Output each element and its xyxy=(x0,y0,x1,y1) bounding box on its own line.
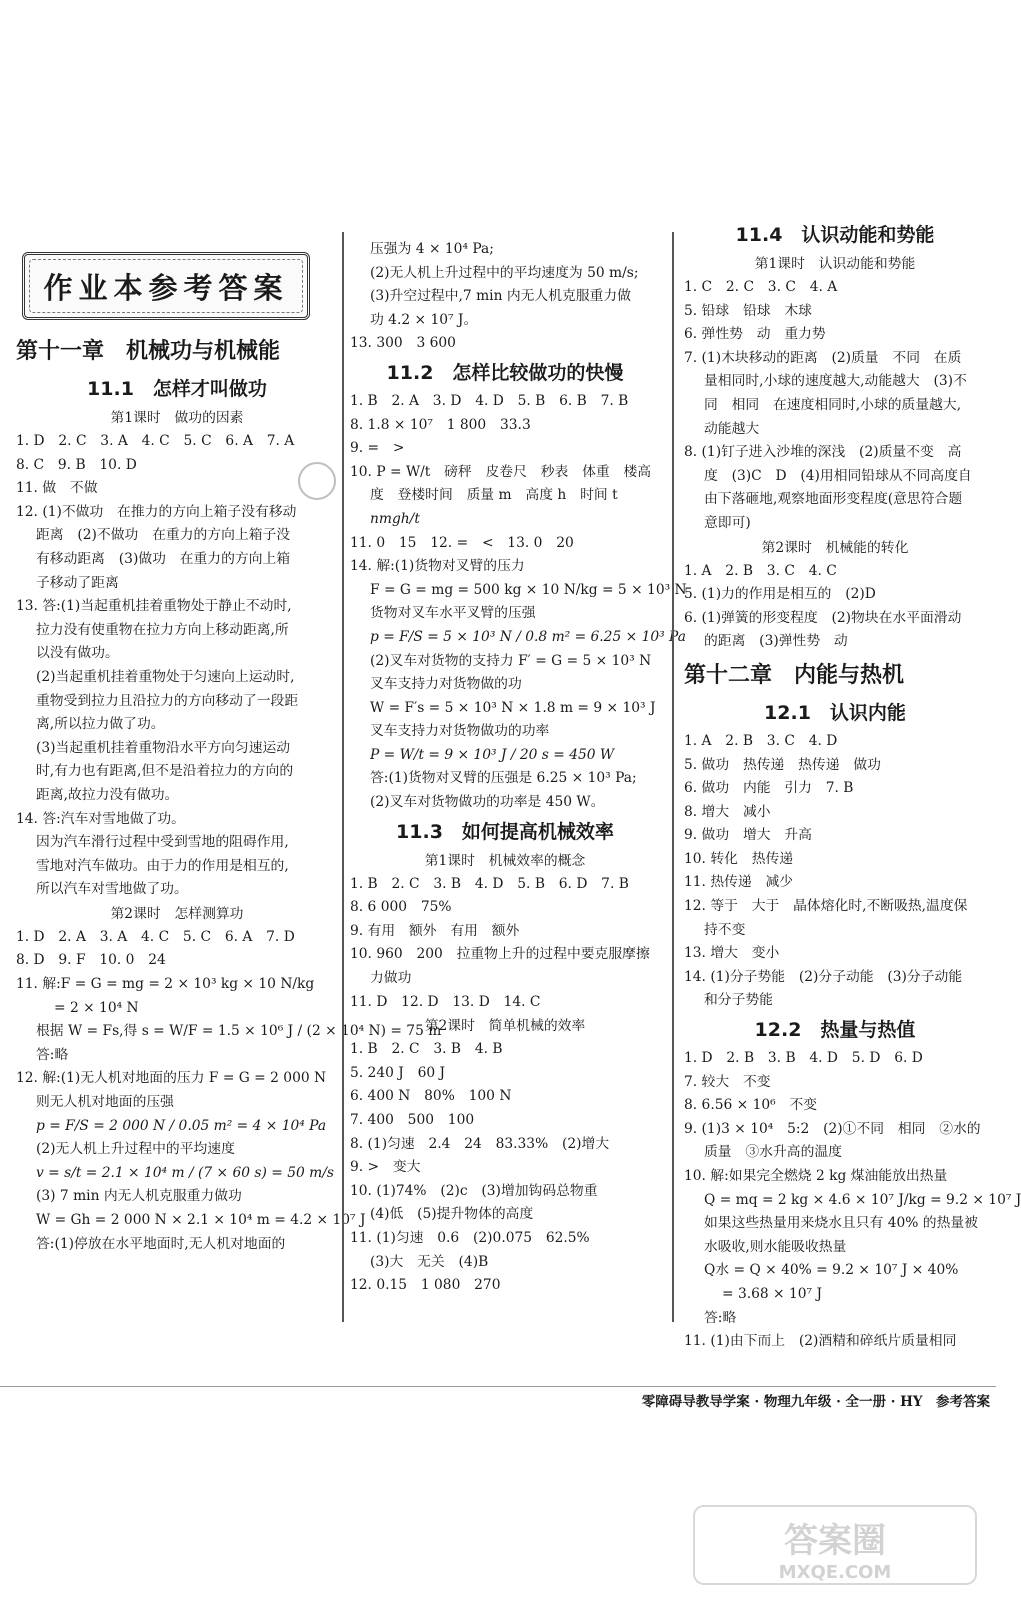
answer-line: W = F′s = 5 × 10³ N × 1.8 m = 9 × 10³ J xyxy=(370,699,656,716)
answer-line: 8. 1.8 × 10⁷ 1 800 33.3 xyxy=(350,416,531,433)
answer-line: 10. (1)74% (2)c (3)增加钩码总物重 xyxy=(350,1182,598,1199)
answer-line: 力做功 xyxy=(370,970,412,987)
answer-line: 因为汽车滑行过程中受到雪地的阻碍作用, xyxy=(36,834,289,851)
answer-line: F = G = mg = 500 kg × 10 N/kg = 5 × 10³ N xyxy=(370,581,687,598)
answer-line: (4)低 (5)提升物体的高度 xyxy=(370,1206,534,1223)
answer-line: 距离,故拉力没有做功。 xyxy=(36,786,179,803)
answer-line: 1. B 2. C 3. B 4. D 5. B 6. D 7. B xyxy=(350,875,629,892)
answer-line: 和分子势能 xyxy=(704,992,773,1009)
answer-line: 雪地对汽车做功。由于力的作用是相互的, xyxy=(36,857,289,874)
lesson-heading: 第1课时 机械效率的概念 xyxy=(424,852,586,869)
lesson-heading: 第2课时 简单机械的效率 xyxy=(424,1018,586,1035)
answer-line: (3) 7 min 内无人机克服重力做功 xyxy=(36,1188,242,1205)
answer-line: 答:(1)货物对叉臂的压强是 6.25 × 10³ Pa; xyxy=(370,770,637,787)
answer-line: 货物对叉车水平叉臂的压强 xyxy=(370,605,536,622)
answer-line: 6. 做功 内能 引力 7. B xyxy=(684,780,854,797)
answer-line: 12. 等于 大于 晶体熔化时,不断吸热,温度保 xyxy=(684,898,968,915)
column-divider xyxy=(342,232,344,1322)
watermark-logo xyxy=(690,1500,980,1590)
section-heading: 12.1 认识内能 xyxy=(764,701,906,724)
answer-banner-title: 作业本参考答案 xyxy=(22,252,310,320)
answer-line: 同 相同 在速度相同时,小球的质量越大, xyxy=(704,396,962,413)
answer-line: 功 4.2 × 10⁷ J。 xyxy=(370,311,478,328)
answer-line: (2)无人机上升过程中的平均速度为 50 m/s; xyxy=(370,264,639,281)
answer-line: 持不变 xyxy=(704,921,746,938)
answer-line: 5. 做功 热传递 热传递 做功 xyxy=(684,756,881,773)
answer-line: (3)大 无关 (4)B xyxy=(370,1253,489,1270)
answer-line: = 3.68 × 10⁷ J xyxy=(722,1285,823,1302)
section-heading: 11.4 认识动能和势能 xyxy=(735,224,935,246)
section-heading: 12.2 热量与热值 xyxy=(754,1019,916,1042)
answer-line: 以没有做功。 xyxy=(36,645,119,662)
answer-line: 压强为 4 × 10⁴ Pa; xyxy=(370,241,494,257)
formula-line: p = F/S = 2 000 N / 0.05 m² = 4 × 10⁴ Pa xyxy=(36,1117,327,1134)
answer-line: 7. 400 500 100 xyxy=(350,1112,475,1128)
answer-line: 14. (1)分子势能 (2)分子动能 (3)分子动能 xyxy=(684,968,963,985)
answer-line: 1. D 2. A 3. A 4. C 5. C 6. A 7. D xyxy=(16,928,295,945)
answer-line: (2)当起重机挂着重物处于匀速向上运动时, xyxy=(36,668,295,685)
formula-line: P = W/t = 9 × 10³ J / 20 s = 450 W xyxy=(370,746,615,763)
answer-line: 9. = > xyxy=(350,440,405,457)
answer-line: = 2 × 10⁴ N xyxy=(54,999,139,1016)
answer-line: 量相同时,小球的速度越大,动能越大 (3)不 xyxy=(704,373,967,390)
answer-line: 有移动距离 (3)做功 在重力的方向上箱 xyxy=(36,550,291,567)
answer-line: 答:略 xyxy=(36,1046,69,1063)
answer-line: 意即可) xyxy=(704,514,751,531)
answer-line: 子移动了距离 xyxy=(36,574,119,591)
formula-line: p = F/S = 5 × 10³ N / 0.8 m² = 6.25 × 10³ Pa xyxy=(370,628,686,645)
answer-line: 11. (1)由下而上 (2)酒精和碎纸片质量相同 xyxy=(684,1333,957,1350)
answer-line: 6. (1)弹簧的形变程度 (2)物块在水平面滑动 xyxy=(684,609,962,626)
answer-line: 度 (3)C D (4)用相同铅球从不同高度自 xyxy=(704,467,972,484)
answer-line: Q水 = Q × 40% = 9.2 × 10⁷ J × 40% xyxy=(704,1262,959,1279)
column-right xyxy=(684,218,1021,1354)
answer-line: W = Gh = 2 000 N × 2.1 × 10⁴ m = 4.2 × 10⁷ J xyxy=(36,1212,366,1228)
answer-line: 7. (1)木块移动的距离 (2)质量 不同 在质 xyxy=(684,349,962,366)
chapter-heading: 第十二章 内能与热机 xyxy=(684,662,905,688)
answer-line: 8. 增大 减小 xyxy=(684,803,771,820)
answer-line: (2)叉车对货物的支持力 F′ = G = 5 × 10³ N xyxy=(370,652,652,669)
answer-line: Q = mq = 2 kg × 4.6 × 10⁷ J/kg = 9.2 × 10⁷ J xyxy=(704,1191,1021,1208)
answer-line: 距离 (2)不做功 在重力的方向上箱子没 xyxy=(36,527,291,544)
answer-line: 答:略 xyxy=(704,1309,737,1326)
formula-line: v = s/t = 2.1 × 10⁴ m / (7 × 60 s) = 50 m/s xyxy=(36,1164,334,1181)
answer-line: 叉车支持力对货物做功的功率 xyxy=(370,723,550,740)
answer-line: 答:(1)停放在水平地面时,无人机对地面的 xyxy=(36,1235,286,1252)
answer-line: 7. 较大 不变 xyxy=(684,1073,771,1090)
lesson-heading: 第1课时 做功的因素 xyxy=(110,410,244,426)
footer-rule xyxy=(0,1386,996,1387)
answer-line: 12. (1)不做功 在推力的方向上箱子没有移动 xyxy=(16,503,297,520)
answer-line: (2)叉车对货物做功的功率是 450 W。 xyxy=(370,794,605,811)
answer-line: 1. A 2. B 3. C 4. D xyxy=(684,732,838,749)
answer-line: 动能越大 xyxy=(704,420,760,437)
answer-line: 9. 做功 增大 升高 xyxy=(684,827,812,844)
answer-line: 11. D 12. D 13. D 14. C xyxy=(350,993,541,1010)
answer-line: (3)升空过程中,7 min 内无人机克服重力做 xyxy=(370,288,632,305)
answer-line: (3)当起重机挂着重物沿水平方向匀速运动 xyxy=(36,739,291,756)
answer-line: 10. 解:如果完全燃烧 2 kg 煤油能放出热量 xyxy=(684,1168,948,1184)
column-middle xyxy=(350,238,687,1298)
lesson-heading: 第1课时 认识动能和势能 xyxy=(754,256,916,272)
answer-line: 质量 ③水升高的温度 xyxy=(704,1144,842,1161)
answer-line: 9. 有用 额外 有用 额外 xyxy=(350,922,520,939)
answer-line: 9. > 变大 xyxy=(350,1159,421,1176)
answer-line: 11. 0 15 12. = < 13. 0 20 xyxy=(350,534,574,551)
section-heading: 11.2 怎样比较做功的快慢 xyxy=(386,361,624,384)
answer-line: 水吸收,则水能吸收热量 xyxy=(704,1238,847,1255)
answer-line: 6. 弹性势 动 重力势 xyxy=(684,326,826,343)
answer-line: 由下落砸地,观察地面形变程度(意思符合题 xyxy=(704,491,963,508)
answer-line: 8. (1)钉子进入沙堆的深浅 (2)质量不变 高 xyxy=(684,444,962,461)
answer-line: 6. 400 N 80% 100 N xyxy=(350,1088,512,1105)
answer-line: 11. 热传递 减少 xyxy=(684,874,794,891)
answer-line: 如果这些热量用来烧水且只有 40% 的热量被 xyxy=(704,1215,978,1232)
answer-line: 时,有力也有距离,但不是沿着拉力的方向的 xyxy=(36,763,294,780)
answer-line: 14. 解:(1)货物对叉臂的压力 xyxy=(350,558,525,575)
answer-line: 叉车支持力对货物做的功 xyxy=(370,676,522,693)
svg-text:答案圈: 答案圈 xyxy=(784,1521,886,1561)
answer-line: 12. 0.15 1 080 270 xyxy=(350,1277,501,1294)
answer-line: 8. C 9. B 10. D xyxy=(16,456,137,473)
answer-line: 8. D 9. F 10. 0 24 xyxy=(16,952,166,969)
page-footer: 零障碍导教导学案 · 物理九年级 · 全一册 · HY 参考答案 xyxy=(641,1394,990,1410)
answer-line: 根据 W = Fs,得 s = W/F = 1.5 × 10⁶ J / (2 × 10⁴ N) = 75 m xyxy=(36,1023,442,1040)
answer-line: 的距离 (3)弹性势 动 xyxy=(704,633,848,650)
answer-line: 所以汽车对雪地做了功。 xyxy=(36,881,188,898)
answer-line: 拉力没有使重物在拉力方向上移动距离,所 xyxy=(36,621,289,638)
answer-line: 离,所以拉力做了功。 xyxy=(36,716,165,733)
answer-line: 5. (1)力的作用是相互的 (2)D xyxy=(684,586,876,603)
chapter-heading: 第十一章 机械功与机械能 xyxy=(16,339,281,364)
answer-line: 8. 6.56 × 10⁶ 不变 xyxy=(684,1097,818,1114)
answer-line: 11. 解:F = G = mg = 2 × 10³ kg × 10 N/kg xyxy=(16,976,315,993)
answer-line: 11. 做 不做 xyxy=(16,480,98,497)
lesson-heading: 第2课时 机械能的转化 xyxy=(761,539,909,556)
answer-line: 10. 转化 热传递 xyxy=(684,850,794,867)
formula-line: nmgh/t xyxy=(370,510,420,527)
answer-line: 8. (1)匀速 2.4 24 83.33% (2)增大 xyxy=(350,1135,610,1152)
answer-line: 13. 300 3 600 xyxy=(350,335,456,352)
answer-line: 重物受到拉力且沿拉力的方向移动了一段距 xyxy=(36,692,299,709)
section-heading: 11.1 怎样才叫做功 xyxy=(87,378,267,400)
answer-line: 5. 240 J 60 J xyxy=(350,1064,446,1081)
answer-line: 1. C 2. C 3. C 4. A xyxy=(684,279,838,295)
answer-line: 11. (1)匀速 0.6 (2)0.075 62.5% xyxy=(350,1229,590,1246)
column-divider xyxy=(672,232,674,1322)
answer-line: 5. 铅球 铅球 木球 xyxy=(684,302,812,319)
answer-line: 8. 6 000 75% xyxy=(350,899,452,916)
answer-line: 则无人机对地面的压强 xyxy=(36,1094,174,1111)
answer-line: 1. B 2. C 3. B 4. B xyxy=(350,1041,503,1058)
lesson-heading: 第2课时 怎样测算功 xyxy=(110,905,244,922)
answer-line: 度 登楼时间 质量 m 高度 h 时间 t xyxy=(370,487,618,504)
answer-line: 1. B 2. A 3. D 4. D 5. B 6. B 7. B xyxy=(350,392,629,409)
answer-line: 1. D 2. B 3. B 4. D 5. D 6. D xyxy=(684,1050,923,1067)
answer-line: 12. 解:(1)无人机对地面的压力 F = G = 2 000 N xyxy=(16,1070,327,1087)
answer-line: 14. 答:汽车对雪地做了功。 xyxy=(16,810,185,827)
svg-text:MXQE.COM: MXQE.COM xyxy=(778,1562,892,1583)
answer-line: 1. D 2. C 3. A 4. C 5. C 6. A 7. A xyxy=(16,433,295,449)
answer-line: (2)无人机上升过程中的平均速度 xyxy=(36,1141,235,1158)
answer-line: 13. 增大 变小 xyxy=(684,945,780,962)
answer-line: 10. 960 200 拉重物上升的过程中要克服摩擦 xyxy=(350,946,650,963)
answer-line: 13. 答:(1)当起重机挂着重物处于静止不动时, xyxy=(16,598,292,615)
answer-line: 10. P = W/t 磅秤 皮卷尺 秒表 体重 楼高 xyxy=(350,463,652,480)
answer-line: 9. (1)3 × 10⁴ 5:2 (2)①不同 相同 ②水的 xyxy=(684,1120,981,1137)
section-heading: 11.3 如何提高机械效率 xyxy=(396,820,614,843)
answer-line: 1. A 2. B 3. C 4. C xyxy=(684,562,837,579)
